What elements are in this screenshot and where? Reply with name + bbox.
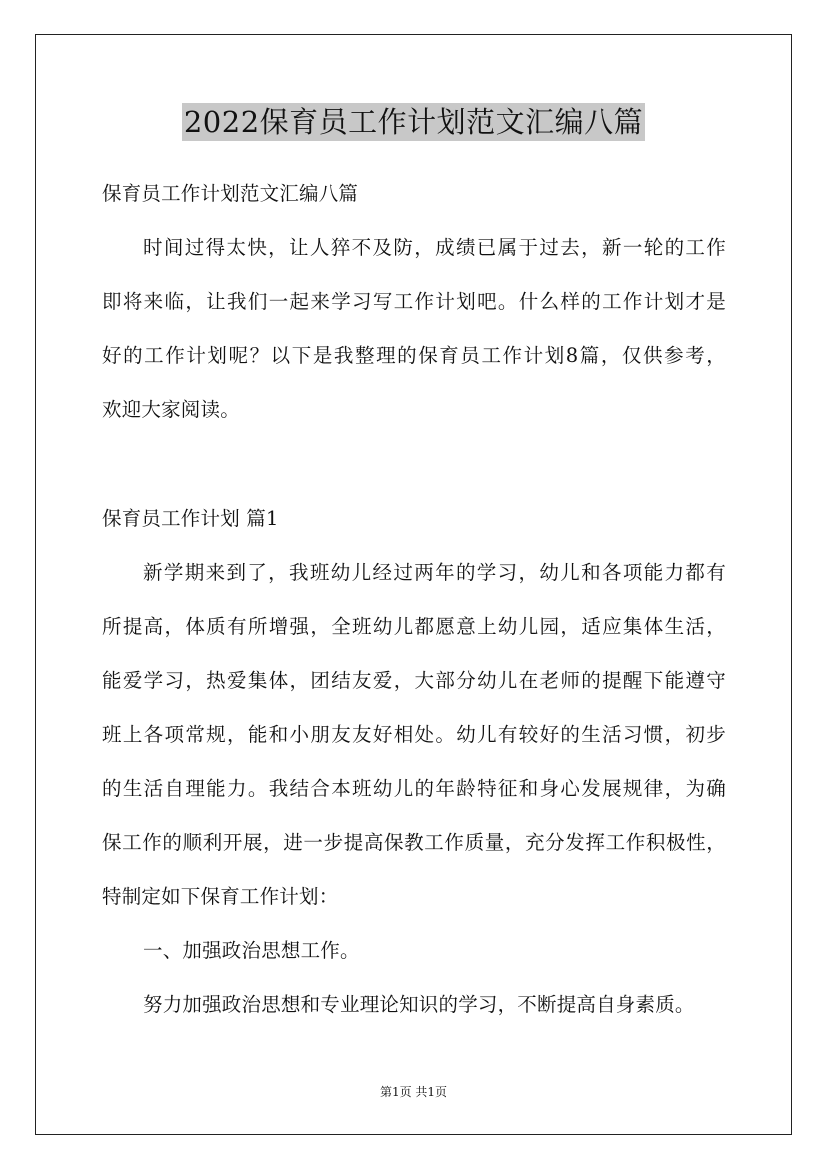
intro-line: 即将来临，让我们一起来学习写工作计划吧。什么样的工作计划才是 xyxy=(102,290,726,313)
section-line: 特制定如下保育工作计划： xyxy=(102,885,339,908)
section-heading: 保育员工作计划 篇1 xyxy=(102,507,279,530)
section-line: 能爱学习，热爱集体，团结友爱，大部分幼儿在老师的提醒下能遵守 xyxy=(102,669,726,692)
intro-line: 欢迎大家阅读。 xyxy=(102,398,240,421)
item-line: 努力加强政治思想和专业理论知识的学习，不断提高自身素质。 xyxy=(143,993,695,1016)
section-line: 的生活自理能力。我结合本班幼儿的年龄特征和身心发展规律，为确 xyxy=(102,777,726,800)
document-title: 2022保育员工作计划范文汇编八篇 xyxy=(183,105,644,139)
intro-line: 好的工作计划呢？以下是我整理的保育员工作计划8篇，仅供参考， xyxy=(102,344,726,367)
page-number: 第1页 共1页 xyxy=(379,1085,448,1099)
section-line: 新学期来到了，我班幼儿经过两年的学习，幼儿和各项能力都有 xyxy=(143,561,726,584)
intro-line: 时间过得太快，让人猝不及防，成绩已属于过去，新一轮的工作 xyxy=(143,236,726,259)
item-heading: 一、加强政治思想工作。 xyxy=(143,939,360,962)
section-line: 所提高，体质有所增强，全班幼儿都愿意上幼儿园，适应集体生活， xyxy=(102,615,726,638)
section-line: 班上各项常规，能和小朋友友好相处。幼儿有较好的生活习惯，初步 xyxy=(102,723,726,746)
section-line: 保工作的顺利开展，进一步提高保教工作质量，充分发挥工作积极性， xyxy=(102,831,726,854)
document-subtitle: 保育员工作计划范文汇编八篇 xyxy=(102,182,359,205)
